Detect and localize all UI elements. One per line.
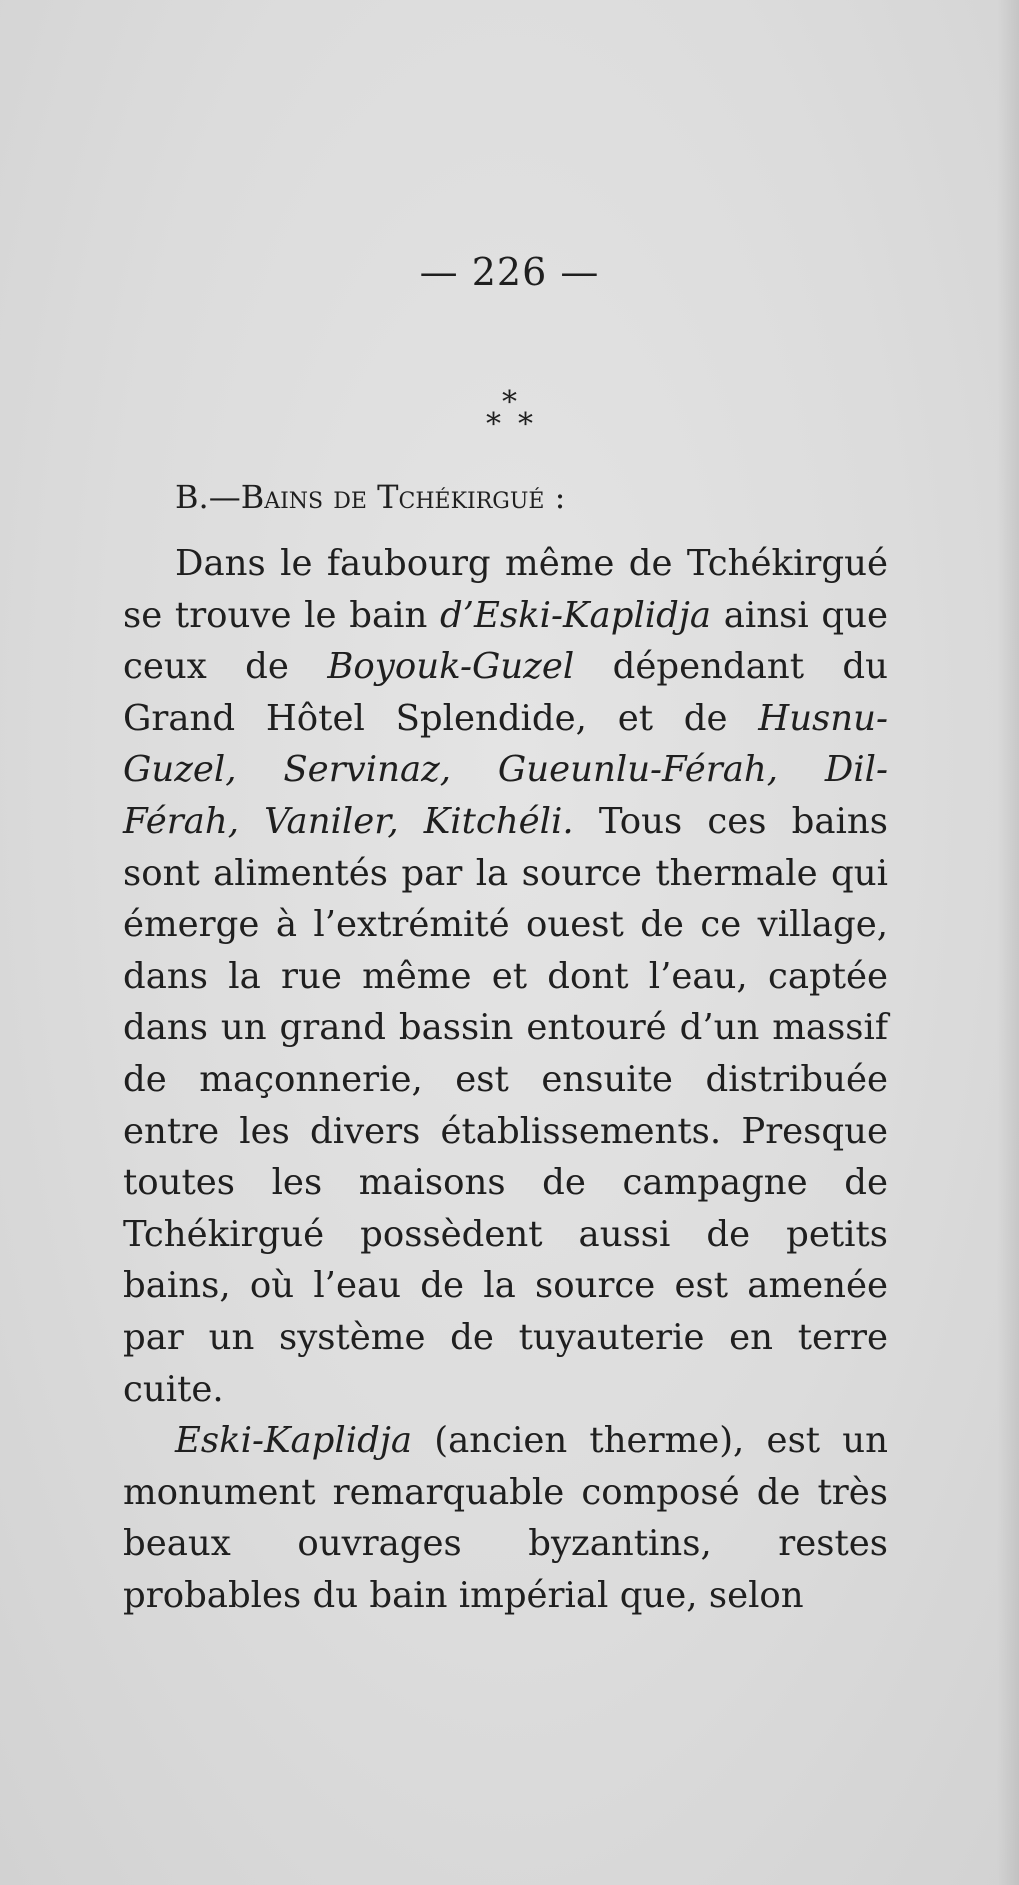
paragraph-1 — [123, 538, 888, 1415]
paragraph-1-italic-1: d’Eski-Kaplidja — [440, 594, 712, 636]
section-heading-title: Bains de Tchékirgué — [240, 478, 545, 516]
paragraph-1-italic-2: Boyouk-Guzel — [327, 646, 575, 688]
asterism-star-top: * — [502, 385, 517, 420]
paragraph-2-italic-1: Eski-Kaplidja — [175, 1420, 413, 1462]
section-heading — [175, 478, 565, 516]
asterism-divider — [470, 385, 550, 448]
body-text — [123, 538, 888, 1621]
section-heading-suffix: : — [544, 478, 566, 516]
paragraph-1-italic-3: Husnu-Guzel, Servinaz, Gueunlu-Férah, Dil-Férah, Vaniler, Kitchéli. — [123, 697, 888, 842]
paragraph-1-text-1: Dans le faubourg même de Tchékirgué se trouve le bain — [123, 543, 888, 636]
paragraph-1-text-3: dépendant du Grand Hôtel Splendide, et de — [123, 646, 888, 739]
asterism-star-right: * — [518, 407, 533, 442]
paragraph-1-text-4: Tous ces bains sont alimentés par la source thermale qui émerge à l’extrémité ouest de ce village, dans la rue même et dont l’eau, captée dans un grand bassin entouré d’un massif de maçonnerie, est ensuite distribuée entre les divers établissements. Presque toutes les maisons de campagne de Tchékirgué possèdent aussi de petits bains, où l’eau de la source est amenée par un système de tuyauterie en terre cuite. — [123, 800, 888, 1410]
section-heading-prefix: B.— — [175, 478, 241, 516]
paragraph-2-text-1: (ancien therme), est un monument remarquable composé de très beaux ouvrages byzantins, restes probables du bain impérial que, selon — [123, 1420, 888, 1616]
asterism-star-left: * — [486, 407, 501, 442]
paragraph-1-text-2: ainsi que ceux de — [123, 594, 889, 688]
paragraph-2 — [123, 1415, 888, 1621]
page-number: — 226 — — [419, 250, 600, 294]
